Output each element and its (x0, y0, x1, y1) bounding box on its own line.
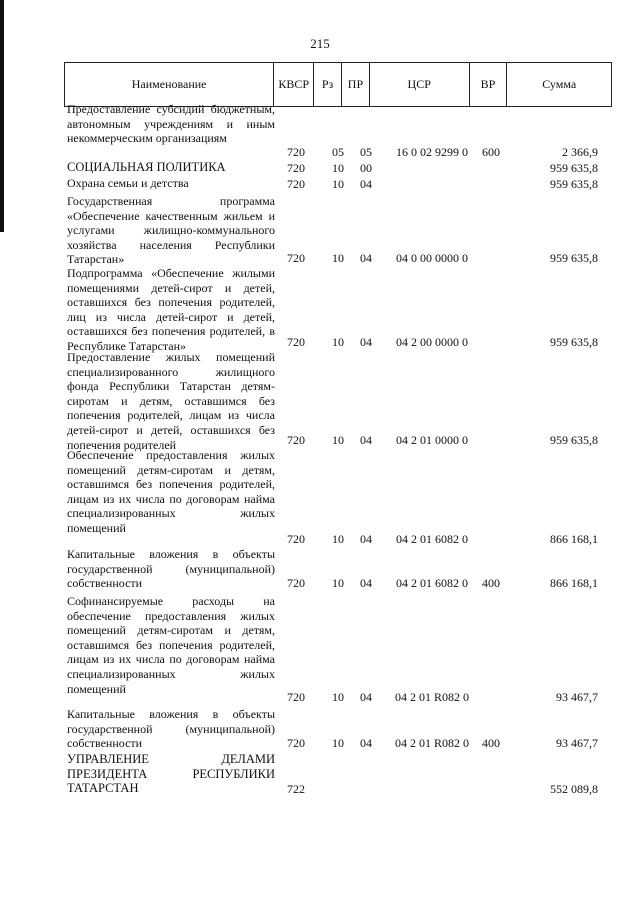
row-csr: 04 2 01 0000 0 (396, 433, 468, 448)
row-name: Капитальные вложения в объекты государственной (муниципальной) собственности (67, 707, 275, 751)
table-row (64, 547, 612, 591)
row-rz: 10 (332, 161, 344, 176)
row-csr: 04 2 01 R082 0 (394, 736, 469, 751)
row-rz: 10 (332, 736, 344, 751)
row-kvsr: 722 (287, 782, 305, 797)
row-sum: 959 635,8 (550, 433, 598, 448)
row-name: Государственная программа «Обеспечение качественным жильем и услугами жилищно-коммунального хозяйства населения Республики Татарстан» (67, 194, 275, 267)
row-rz: 10 (332, 177, 344, 192)
row-kvsr: 720 (287, 433, 305, 448)
row-name: СОЦИАЛЬНАЯ ПОЛИТИКА (67, 160, 226, 174)
row-name: Софинансируемые расходы на обеспечение предоставления жилых помещений детям-сиротам и детям, оставшимся без попечения родителей, лицам из их числа по договорам найма специализированных жилых помещений (67, 594, 275, 696)
table-row (64, 266, 612, 353)
row-pr: 04 (360, 335, 372, 350)
row-kvsr: 720 (287, 736, 305, 751)
row-kvsr: 720 (287, 161, 305, 176)
row-pr: 04 (360, 736, 372, 751)
header-kvsr: КВСР (274, 63, 314, 106)
header-vr: ВР (470, 63, 508, 106)
header-rz: Рз (314, 63, 342, 106)
row-kvsr: 720 (287, 251, 305, 266)
row-csr: 04 2 01 6082 0 (396, 532, 468, 547)
row-pr: 00 (360, 161, 372, 176)
page-number: 215 (310, 36, 330, 51)
row-sum: 959 635,8 (550, 251, 598, 266)
header-csr: ЦСР (370, 63, 470, 106)
row-sum: 959 635,8 (550, 335, 598, 350)
row-sum: 93 467,7 (556, 736, 598, 751)
row-sum: 866 168,1 (550, 532, 598, 547)
table-row (64, 176, 612, 192)
row-pr: 05 (360, 145, 372, 160)
scan-edge-mark (0, 0, 4, 232)
header-sum: Сумма (542, 77, 577, 91)
row-csr: 04 2 01 R082 0 (394, 690, 469, 705)
table-row (64, 448, 612, 547)
row-sum: 93 467,7 (556, 690, 598, 705)
row-sum: 552 089,8 (550, 782, 598, 797)
row-pr: 04 (360, 251, 372, 266)
row-pr: 04 (360, 532, 372, 547)
row-sum: 959 635,8 (550, 177, 598, 192)
table-row (64, 160, 612, 176)
row-rz: 10 (332, 335, 344, 350)
row-kvsr: 720 (287, 690, 305, 705)
row-pr: 04 (360, 690, 372, 705)
row-vr: 400 (482, 576, 500, 591)
row-sum: 2 366,9 (562, 145, 598, 160)
row-pr: 04 (360, 576, 372, 591)
row-pr: 04 (360, 433, 372, 448)
row-kvsr: 720 (287, 532, 305, 547)
table-header (64, 62, 612, 107)
row-kvsr: 720 (287, 177, 305, 192)
row-rz: 10 (332, 251, 344, 266)
table-row (64, 594, 612, 705)
row-csr: 04 0 00 0000 0 (396, 251, 468, 266)
row-csr: 04 2 01 6082 0 (396, 576, 468, 591)
row-name: Охрана семьи и детства (67, 176, 189, 190)
header-pr: ПР (342, 63, 370, 106)
row-name: Капитальные вложения в объекты государственной (муниципальной) собственности (67, 547, 275, 591)
table-row (64, 102, 612, 160)
row-pr: 04 (360, 177, 372, 192)
row-name: УПРАВЛЕНИЕ ДЕЛАМИ ПРЕЗИДЕНТА РЕСПУБЛИКИ ТАТАРСТАН (67, 752, 275, 796)
row-rz: 10 (332, 576, 344, 591)
table-row (64, 707, 612, 751)
row-rz: 10 (332, 690, 344, 705)
row-rz: 10 (332, 433, 344, 448)
row-name: Подпрограмма «Обеспечение жилыми помещениями детей-сирот и детей, оставшихся без попечения родителей, лиц из числа детей-сирот и детей, оставшихся без попечения родителей, в Республике Татарстан» (67, 266, 275, 353)
row-kvsr: 720 (287, 335, 305, 350)
row-name: Предоставление субсидий бюджетным, автономным учреждениям и иным некоммерческим организациям (67, 102, 275, 146)
row-name: Обеспечение предоставления жилых помещений детям-сиротам и детям, оставшимся без попечения родителей, лицам из их числа по договорам найма специализированных жилых помещений (67, 448, 275, 535)
row-vr: 400 (482, 736, 500, 751)
row-name: Предоставление жилых помещений специализированного жилищного фонда Республики Татарстан детям-сиротам и детям, оставшимся без попечения родителей, лицам из числа детей-сирот и детей, оставшихся без попечения родителей (67, 350, 275, 452)
table-row (64, 194, 612, 266)
row-rz: 05 (332, 145, 344, 160)
row-csr: 16 0 02 9299 0 (396, 145, 468, 160)
row-csr: 04 2 00 0000 0 (396, 335, 468, 350)
table-row (64, 350, 612, 452)
row-kvsr: 720 (287, 576, 305, 591)
row-rz: 10 (332, 532, 344, 547)
row-sum: 866 168,1 (550, 576, 598, 591)
header-name: Наименование (65, 63, 274, 106)
row-sum: 959 635,8 (550, 161, 598, 176)
row-vr: 600 (482, 145, 500, 160)
table-row (64, 752, 612, 797)
row-kvsr: 720 (287, 145, 305, 160)
